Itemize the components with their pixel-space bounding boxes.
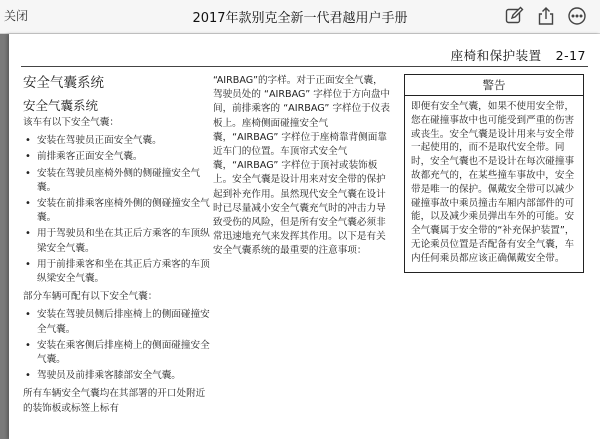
warning-text: 即便有安全气囊，如果不使用安全带，您在碰撞事故中也可能受到严重的伤害或丧生。安全气囊是设计用来与安全带一起使用的，而不是取代安全带。同时，安全气囊也不是设计在每次碰撞事故都充气的，在某些撞车事故中，安全带是唯一的保护。佩戴安全带可以减少碰撞事故中乘员撞击车厢内部部件的可能，以及减少乘员弹出车外的可能。安全气囊属于安全带的“补充保护装置”，无论乘员位置是否配备有安全气囊，车内任何乘员都应该正确佩戴安全带。 bbox=[411, 101, 575, 264]
header-title: 座椅和保护装置 bbox=[450, 48, 542, 63]
bullet-icon: • bbox=[25, 151, 31, 163]
intro-text: 该车有以下安全气囊： bbox=[23, 117, 119, 128]
warning-title: 警告 bbox=[405, 75, 583, 96]
document-title: 2017年款别克全新一代君越用户手册 bbox=[192, 11, 408, 26]
warning-box bbox=[404, 74, 584, 273]
list-item: • 安装在驾驶员正面安全气囊。 bbox=[23, 134, 211, 148]
closing-text: 所有车辆安全气囊均在其部署的开口处附近的装饰板或标签上标有 bbox=[23, 388, 206, 414]
header-page-number: 2-17 bbox=[555, 48, 586, 63]
bullet-icon: • bbox=[25, 309, 31, 321]
reader-toolbar bbox=[0, 0, 600, 34]
bullet-icon: • bbox=[25, 198, 31, 210]
optional-airbag-list bbox=[23, 308, 211, 383]
optional-intro-text: 部分车辆可配有以下安全气囊： bbox=[23, 291, 158, 303]
list-item: • 驾驶员及前排乘客膝部安全气囊。 bbox=[23, 369, 211, 383]
middle-column-text: “AIRBAG”的字样。对于正面安全气囊，驾驶员处的 “AIRBAG” 字样位于方向盘中间，前排乘客的 “AIRBAG” 字样位于仪表板上。座椅侧面碰撞安全气囊，“AIRBAG” 字样位于座椅靠背侧面靠近车门的位置。车顶帘式安全气囊，“AIRBAG” 字样位于顶衬或装饰板上。安全气囊是设计用来对安全带的保护起到补充作用。虽然现代安全气囊在设计时已尽量减小安全气囊充气时的冲击力导致受伤的风险，但是所有安全气囊必须非常迅速地充气来发挥其作用。以下是有关安全气囊系统的最重要的注意事项： bbox=[213, 75, 391, 257]
list-item: • 用于驾驶员和坐在其正后方乘客的车顶纵梁安全气囊。 bbox=[25, 228, 210, 254]
header-rule bbox=[21, 66, 588, 67]
section-title: 安全气囊系统 bbox=[23, 75, 104, 91]
bullet-icon: • bbox=[25, 339, 31, 351]
bullet-icon: • bbox=[25, 258, 31, 270]
bullet-icon: • bbox=[25, 167, 31, 179]
list-item: • 安装在乘客侧后排座椅上的侧面碰撞安全气囊。 bbox=[25, 339, 210, 366]
list-item: • 安装在驾驶员侧后排座椅上的侧面碰撞安全气囊。 bbox=[25, 309, 210, 335]
bullet-icon: • bbox=[25, 228, 31, 240]
list-item: • 安装在驾驶员座椅外侧的侧碰撞安全气囊。 bbox=[25, 167, 201, 193]
manual-page bbox=[9, 34, 600, 439]
close-button[interactable]: 关闭 bbox=[4, 9, 29, 23]
list-item: • 安装在前排乘客座椅外侧的侧碰撞安全气囊。 bbox=[25, 198, 210, 224]
standard-airbag-list bbox=[23, 134, 211, 286]
subsection-title: 安全气囊系统 bbox=[23, 98, 99, 113]
bullet-icon: • bbox=[25, 135, 31, 147]
share-icon[interactable] bbox=[536, 6, 556, 26]
left-column bbox=[23, 74, 211, 420]
more-icon[interactable] bbox=[567, 6, 587, 26]
running-header bbox=[451, 46, 586, 64]
bullet-icon: • bbox=[25, 370, 31, 382]
edit-icon[interactable] bbox=[504, 6, 524, 26]
list-item: • 前排乘客正面安全气囊。 bbox=[23, 150, 211, 164]
list-item: • 用于前排乘客和坐在其正后方乘客的车顶纵梁安全气囊。 bbox=[25, 258, 210, 285]
